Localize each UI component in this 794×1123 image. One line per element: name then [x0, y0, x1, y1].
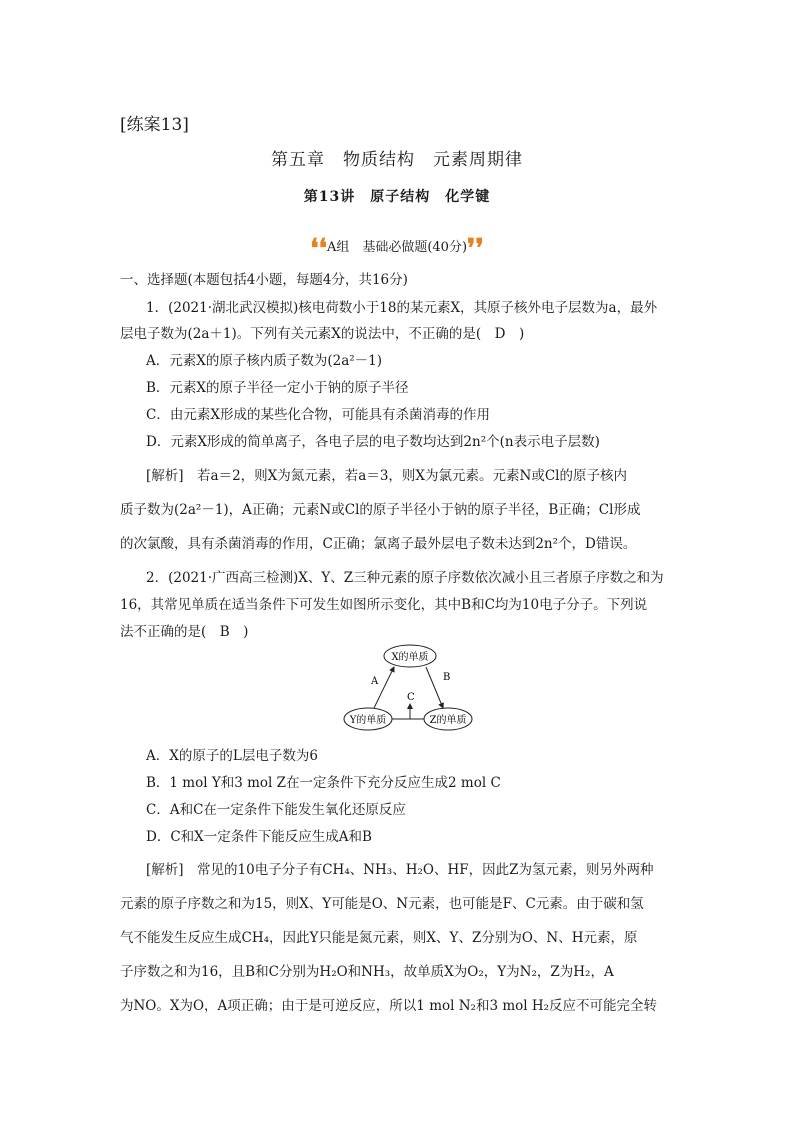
lecture-title: 第13讲 原子结构 化学键 — [303, 189, 491, 205]
q2-stem-line3: 法不正确的是( B ) — [120, 624, 249, 640]
q1-option-a: A．元素X的原子核内质子数为(2a²－1) — [146, 353, 383, 369]
q1-option-b: B．元素X的原子半径一定小于钠的原子半径 — [146, 380, 409, 396]
q2-stem-line2: 16，其常见单质在适当条件下可发生如图所示变化，其中B和C均为10电子分子。下列说 — [120, 597, 648, 613]
close-quote-icon: ❜❜ — [467, 234, 484, 264]
group-heading — [0, 234, 794, 264]
x-node-label: X的单质 — [391, 652, 429, 663]
q1-option-d: D．元素X形成的简单离子，各电子层的电子数均达到2n²个(n表示电子层数) — [146, 434, 600, 450]
chapter-title: 第五章 物质结构 元素周期律 — [271, 150, 523, 170]
q1-stem-line1: 1．(2021·湖北武汉模拟)核电荷数小于18的某元素X，其原子核外电子层数为a，最外 — [146, 300, 658, 316]
y-node-label: Y的单质 — [349, 715, 387, 726]
label-c: C — [407, 692, 415, 703]
z-node-label: Z的单质 — [429, 715, 467, 726]
label-a: A — [371, 676, 379, 687]
q2-explanation-line3: 气不能发生反应生成CH₄，因此Y只能是氮元素，则X、Y、Z分别为O、N、H元素，原 — [120, 930, 638, 946]
q2-explanation-line5: 为NO。X为O，A项正确；由于是可逆反应，所以1 mol N₂和3 mol H₂反应不可能完全转 — [120, 998, 658, 1014]
q2-explanation-line2: 元素的原子序数之和为15，则X、Y可能是O、N元素，也可能是F、C元素。由于碳和氢 — [120, 896, 644, 912]
arrow-b — [426, 667, 443, 708]
open-quote-icon: ❛❛ — [310, 234, 327, 264]
exercise-tag: [练案13] — [120, 115, 189, 135]
q1-explanation-line2: 质子数为(2a²－1)，A正确；元素N或Cl的原子半径小于钠的原子半径，B正确；Cl形成 — [120, 502, 641, 518]
q2-option-b: B．1 mol Y和3 mol Z在一定条件下充分反应生成2 mol C — [146, 775, 501, 791]
q2-option-c: C．A和C在一定条件下能发生氧化还原反应 — [146, 802, 406, 818]
q2-option-d: D．C和X一定条件下能反应生成A和B — [146, 829, 372, 845]
q1-explanation-line1: [解析] 若a＝2，则X为氮元素，若a＝3，则X为氯元素。元素N或Cl的原子核内 — [146, 468, 627, 484]
reaction-diagram — [330, 640, 480, 736]
section-heading: 一、选择题(本题包括4小题，每题4分，共16分) — [120, 272, 408, 288]
label-b: B — [443, 672, 451, 683]
q2-explanation-line4: 子序数之和为16，且B和C分别为H₂O和NH₃，故单质X为O₂，Y为N₂，Z为H₂，A — [120, 964, 614, 980]
q1-stem-line2: 层电子数为(2a＋1)。下列有关元素X的说法中，不正确的是( D ) — [120, 326, 525, 342]
q2-option-a: A．X的原子的L层电子数为6 — [146, 748, 318, 764]
group-label: A组 基础必做题(40分) — [326, 240, 468, 255]
q2-stem-line1: 2．(2021·广西高三检测)X、Y、Z三种元素的原子序数依次减小且三者原子序数之和为 — [146, 570, 664, 586]
arrow-a — [374, 667, 394, 708]
q2-explanation-line1: [解析] 常见的10电子分子有CH₄、NH₃、H₂O、HF，因此Z为氢元素，则另外两种 — [146, 862, 654, 878]
q1-option-c: C．由元素X形成的某些化合物，可能具有杀菌消毒的作用 — [146, 407, 490, 423]
q1-explanation-line3: 的次氯酸，具有杀菌消毒的作用，C正确；氯离子最外层电子数未达到2n²个，D错误。 — [120, 536, 637, 552]
